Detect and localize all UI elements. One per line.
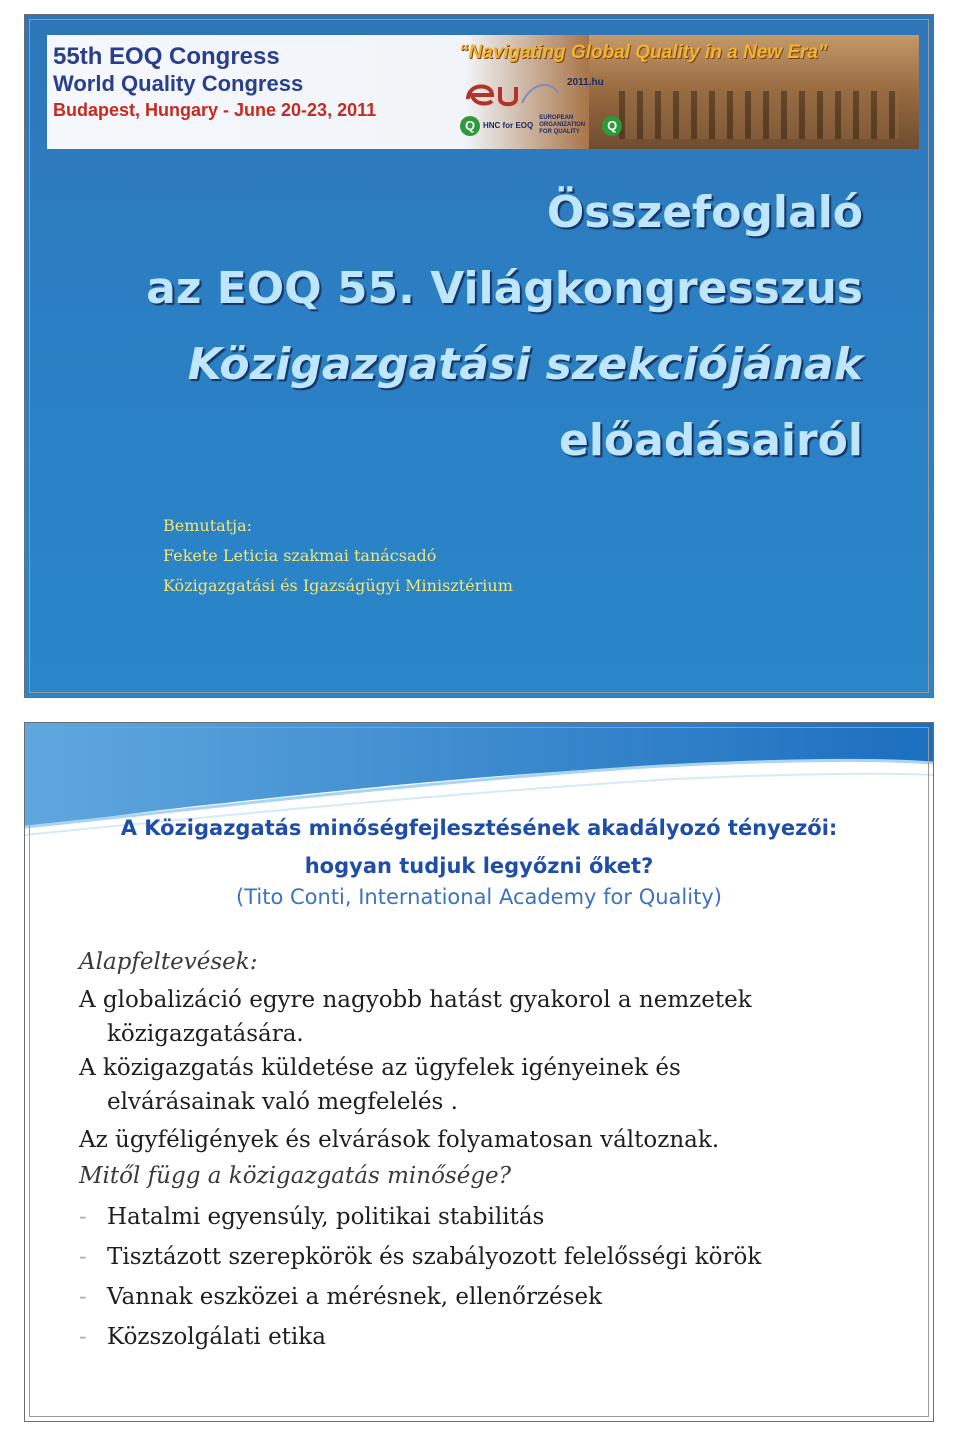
list-item (79, 1197, 909, 1237)
presenter-line-1: Bemutatja: (163, 516, 252, 535)
list-item (79, 1317, 909, 1357)
dash-icon: - (79, 1204, 87, 1230)
eoq-logo (539, 115, 622, 136)
eoq-logo-label: EUROPEAN ORGANIZATION FOR QUALITY (539, 115, 586, 135)
slide-1 (24, 14, 934, 698)
eu-logo-icon (462, 73, 562, 111)
list-item-text: Tisztázott szerepkörök és szabályozott felelősségi körök (107, 1244, 762, 1270)
congress-line-3: Budapest, Hungary - June 20-23, 2011 (53, 100, 377, 120)
slide-2-title-line-2: hogyan tudjuk legyőzni őket? (304, 854, 654, 878)
presenter-line-2: Fekete Leticia szakmai tanácsadó (163, 546, 437, 565)
slide-2-title-line-1: A Közigazgatás minőségfejlesztésének akadályozó tényezői: (120, 816, 838, 840)
dash-icon: - (79, 1324, 87, 1350)
assumptions-heading: Alapfeltevések: (79, 949, 258, 975)
hnc-logo (460, 116, 533, 136)
slide-2-subtitle: (Tito Conti, International Academy for Quality) (236, 885, 722, 909)
dash-icon: - (79, 1244, 87, 1270)
title-line-2: az EOQ 55. Világkongresszus (146, 263, 863, 314)
congress-slogan: “Navigating Global Quality in a New Era” (459, 42, 828, 63)
congress-text (53, 43, 376, 124)
eoq-q-icon: Q (602, 116, 622, 136)
paragraph-changing-needs: Az ügyféligények és elvárások folyamatosan változnak. (79, 1127, 720, 1153)
presenter-info (163, 511, 513, 601)
title-line-1: Összefoglaló (546, 187, 863, 238)
q-logo-icon: Q (460, 116, 480, 136)
list-item (79, 1237, 909, 1277)
presenter-line-3: Közigazgatási és Igazságügyi Minisztérium (163, 576, 513, 595)
list-item (79, 1277, 909, 1317)
slide-2-body (79, 945, 909, 1357)
congress-line-1: 55th EOQ Congress (53, 43, 280, 70)
slide-title (146, 175, 863, 479)
quality-question: Mitől függ a közigazgatás minősége? (79, 1163, 511, 1189)
paragraph-1-line-1: A globalizáció egyre nagyobb hatást gyakorol a nemzetek (79, 987, 752, 1013)
list-item-text: Hatalmi egyensúly, politikai stabilitás (107, 1204, 545, 1230)
list-item-text: Közszolgálati etika (107, 1324, 326, 1350)
title-line-4: előadásairól (558, 415, 863, 466)
sponsor-logos (460, 115, 622, 136)
title-line-3: Közigazgatási szekciójának (187, 339, 863, 390)
dash-icon: - (79, 1284, 87, 1310)
factor-list (79, 1197, 909, 1357)
paragraph-mission (79, 1051, 909, 1119)
paragraph-2-line-1: A közigazgatás küldetése az ügyfelek igényeinek és (79, 1055, 681, 1081)
list-item-text: Vannak eszközei a mérésnek, ellenőrzések (107, 1284, 603, 1310)
congress-banner (47, 35, 919, 149)
paragraph-2-line-2: elvárásainak való megfelelés . (107, 1089, 458, 1115)
paragraph-1-line-2: közigazgatására. (107, 1021, 304, 1047)
slide-2 (24, 722, 934, 1422)
year-mark: 2011.hu (567, 77, 604, 88)
paragraph-globalization (79, 983, 909, 1051)
hnc-logo-label: HNC for EOQ (483, 121, 534, 130)
congress-line-2: World Quality Congress (53, 71, 304, 96)
slide-2-title (25, 809, 933, 885)
